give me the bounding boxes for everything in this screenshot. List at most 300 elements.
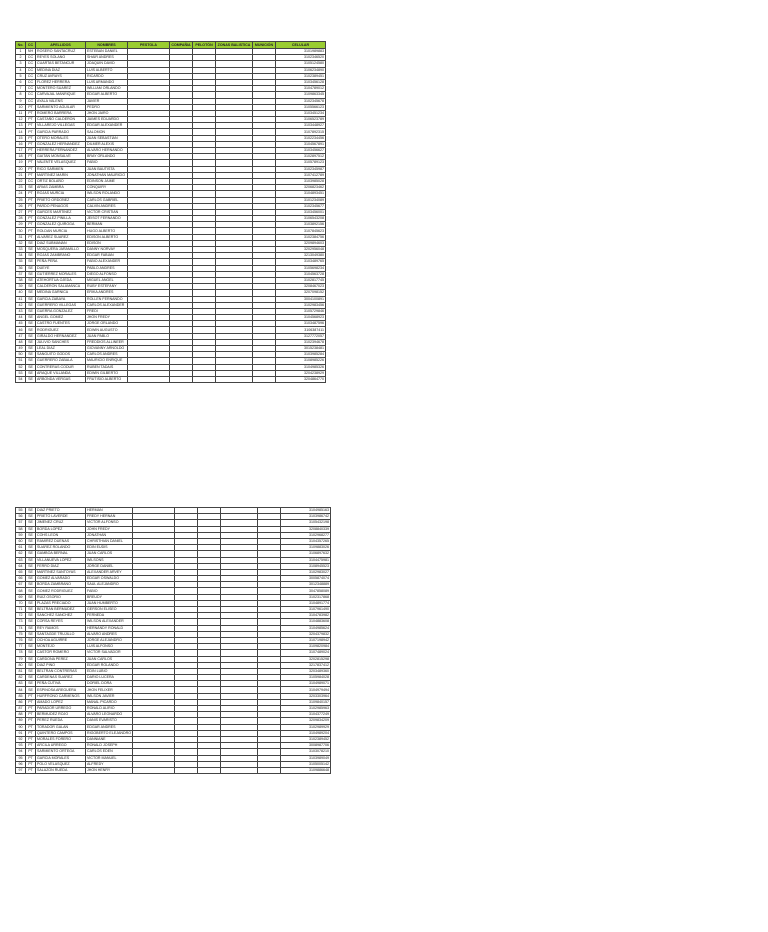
row-number: 4 (16, 67, 26, 73)
row-nombres: GIOVANNY ARNOLDO (86, 346, 128, 352)
row-celular: 3008987706 (281, 743, 331, 749)
row-apellidos: DIAZ PRIETO (36, 508, 86, 514)
row-celular: 3103078210 (281, 749, 331, 755)
row-apellidos: AMADO LOPEZ (36, 699, 86, 705)
row-apellidos: COHS LEON (36, 532, 86, 538)
row-celular: 3109886648 (281, 767, 331, 773)
row-nombres: ROLLEN FERNANDO (86, 296, 128, 302)
row-number: 9 (16, 98, 26, 104)
row-cc: SE (26, 284, 36, 290)
row-apellidos: OCHOA AGUIRRE (36, 637, 86, 643)
row-compania (175, 767, 198, 773)
row-cc: SE (26, 557, 36, 563)
row-municion (258, 767, 281, 773)
row-number: 78 (16, 650, 26, 656)
row-apellidos: POLO VELASQUEZ (36, 761, 86, 767)
row-compania (170, 376, 193, 382)
row-celular: 3107961490 (281, 607, 331, 613)
row-cc: SE (26, 656, 36, 662)
row-celular: 3103451234 (276, 110, 326, 116)
header-celular: CELULAR (276, 42, 326, 49)
row-number: 73 (16, 619, 26, 625)
table-row (16, 767, 331, 773)
row-cc: PT (26, 718, 36, 724)
row-apellidos: CASTRO FUENTES (36, 321, 86, 327)
row-cc: PT (26, 117, 36, 123)
row-apellidos: CARDENAS SUAREZ (36, 675, 86, 681)
row-nombres: EDGAR FABIAN (86, 253, 128, 259)
row-number: 58 (16, 526, 26, 532)
row-celular: 3103986742 (281, 514, 331, 520)
row-nombres: WILSON ROLANDO (86, 191, 128, 197)
row-municion (253, 376, 276, 382)
row-cc: SE (26, 315, 36, 321)
row-celular: 3102394678 (276, 339, 326, 345)
row-nombres: PEDRO (86, 104, 128, 110)
row-number: 21 (16, 172, 26, 178)
row-number: 52 (16, 364, 26, 370)
row-apellidos: CARDONA PEREZ (36, 656, 86, 662)
row-celular: 3109840157 (281, 699, 331, 705)
row-apellidos: CASTOR ROMERO (36, 650, 86, 656)
roster-table-1 (15, 41, 326, 383)
row-number: 38 (16, 277, 26, 283)
row-celular: 3207098152 (276, 290, 326, 296)
row-apellidos: GUERRERO ZABALA (36, 358, 86, 364)
row-celular: 3103985028 (276, 178, 326, 184)
row-nombres: JHON JAIRO (86, 110, 128, 116)
row-celular: 3012348889 (281, 582, 331, 588)
row-number: 24 (16, 191, 26, 197)
row-apellidos: GONZALEZ PINILLA (36, 216, 86, 222)
row-cc: SE (26, 321, 36, 327)
row-cc: PT (26, 110, 36, 116)
row-cc: PT (26, 228, 36, 234)
row-cc: SE (26, 526, 36, 532)
row-nombres: WILLIAM ORLANDO (86, 86, 128, 92)
row-cc: NH (26, 49, 36, 55)
row-apellidos: SUAREZ ROLANDO (36, 545, 86, 551)
row-number: 34 (16, 253, 26, 259)
row-number: 94 (16, 749, 26, 755)
row-cc: PT (26, 209, 36, 215)
row-nombres: RICARDO (86, 73, 128, 79)
row-cc: SE (26, 551, 36, 557)
row-cc: PT (26, 148, 36, 154)
row-celular: 3104567891 (276, 141, 326, 147)
row-apellidos: CASTAÑO CALDERON (36, 117, 86, 123)
row-nombres: FABIO ALEXANDER (86, 259, 128, 265)
row-number: 22 (16, 178, 26, 184)
row-nombres: CARLOS ALEXANDER (86, 302, 128, 308)
row-nombres: ALFREDY (86, 761, 133, 767)
row-apellidos: JULIVIO SANCHES (36, 339, 86, 345)
row-celular: 3105124580 (276, 61, 326, 67)
row-celular: 3208840339 (281, 526, 331, 532)
row-celular: 3104563728 (276, 271, 326, 277)
row-number: 19 (16, 160, 26, 166)
row-number: 10 (16, 104, 26, 110)
row-apellidos: CALDERON SALAMANCA (36, 284, 86, 290)
row-nombres: BRAY ORLANDO (86, 154, 128, 160)
row-number: 63 (16, 557, 26, 563)
row-apellidos: MEDINA DIAZ (36, 67, 86, 73)
row-cc: PT (26, 730, 36, 736)
row-cc: SE (26, 364, 36, 370)
row-nombres: EDIN EUDIS (86, 545, 133, 551)
row-celular: 3104989204 (281, 730, 331, 736)
row-cc: PT (26, 755, 36, 761)
row-apellidos: PARDO PENAGOS (36, 203, 86, 209)
row-apellidos: MEDINA GARNICA (36, 290, 86, 296)
row-apellidos: MONTEJO (36, 644, 86, 650)
row-nombres: JUAN PABLO (86, 333, 128, 339)
row-number: 59 (16, 532, 26, 538)
row-nombres: JOAQUIN DAVID (86, 61, 128, 67)
row-number: 96 (16, 761, 26, 767)
row-number: 79 (16, 656, 26, 662)
row-number: 68 (16, 588, 26, 594)
row-apellidos: DIAZ SUBMANAN (36, 240, 86, 246)
row-number: 70 (16, 600, 26, 606)
row-celular: 3005874074 (281, 576, 331, 582)
row-apellidos: BORDA LOPEZ (36, 526, 86, 532)
row-cc: CC (26, 61, 36, 67)
row-celular: 3104979494 (281, 687, 331, 693)
header-municion: MUNICIÓN (253, 42, 276, 49)
row-number: 83 (16, 681, 26, 687)
row-cc: SE (26, 240, 36, 246)
row-celular: 3047858089 (281, 588, 331, 594)
row-celular: 3101234089 (276, 197, 326, 203)
row-celular: 3102983456 (276, 302, 326, 308)
row-celular: 3105698234 (276, 265, 326, 271)
row-number: 18 (16, 154, 26, 160)
row-cc: SE (26, 277, 36, 283)
row-apellidos: VILLANUEVA LOPEZ (36, 557, 86, 563)
row-cc: SE (26, 569, 36, 575)
row-celular: 3105984028 (281, 675, 331, 681)
row-nombres: DILMER ALEXIS (86, 141, 128, 147)
row-cc: SE (26, 271, 36, 277)
row-number: 72 (16, 613, 26, 619)
row-celular: 3106523789 (276, 117, 326, 123)
row-nombres: JAVIER (86, 98, 128, 104)
row-number: 86 (16, 699, 26, 705)
row-number: 20 (16, 166, 26, 172)
row-celular: 3103456001 (276, 209, 326, 215)
row-apellidos: BERMUDEZ ROJO (36, 712, 86, 718)
row-apellidos: GIRALDO HERNANDEZ (36, 333, 86, 339)
row-celular: 3102317868 (281, 594, 331, 600)
header-row (16, 42, 326, 49)
row-number: 45 (16, 321, 26, 327)
row-apellidos: SANTAGDE TRUJILLO (36, 631, 86, 637)
row-celular: 3107892315 (276, 129, 326, 135)
row-apellidos: FLOREZ HERRERA (36, 79, 86, 85)
row-number: 93 (16, 743, 26, 749)
row-apellidos: RAMIREZ DUENAS (36, 538, 86, 544)
row-apellidos: GOMEZ RODRIGUEZ (36, 588, 86, 594)
row-apellidos: CORSA REYES (36, 619, 86, 625)
row-celular: 3106543208 (276, 216, 326, 222)
row-number: 92 (16, 736, 26, 742)
row-nombres: RUBEN TADAIS (86, 364, 128, 370)
row-apellidos: LEAL DIAZ (36, 346, 86, 352)
row-apellidos: CONTRERAS CODUR (36, 364, 86, 370)
row-number: 55 (16, 508, 26, 514)
row-nombres: GERSON ELISEO (86, 607, 133, 613)
row-nombres: MANAL PICARDO (86, 699, 133, 705)
row-celular: 3103456627 (276, 148, 326, 154)
row-celular: 3102897512 (276, 154, 326, 160)
row-celular: 3213049380 (276, 253, 326, 259)
row-nombres: DIEGO ALFONSO (86, 271, 128, 277)
row-nombres: JUAN HUMBERTO (86, 600, 133, 606)
row-cc: CC (26, 98, 36, 104)
row-nombres: SHAIR ANDRES (86, 55, 128, 61)
row-apellidos: ANGEL GOMEZ (36, 315, 86, 321)
row-celular: 3206823462 (276, 185, 326, 191)
row-nombres: DORIEL DORA (86, 681, 133, 687)
row-nombres: FRUTISIO ALBERTO (86, 376, 128, 382)
row-peloton (198, 767, 221, 773)
row-number: 30 (16, 228, 26, 234)
row-number: 95 (16, 755, 26, 761)
row-number: 16 (16, 141, 26, 147)
row-cc: PT (26, 699, 36, 705)
row-number: 23 (16, 185, 26, 191)
row-cc: SE (26, 339, 36, 345)
row-number: 69 (16, 594, 26, 600)
row-cc: SE (26, 370, 36, 376)
row-nombres: EDWIN GILBERTO (86, 370, 128, 376)
header-peloton: PELOTÓN (193, 42, 216, 49)
row-number: 3 (16, 61, 26, 67)
row-number: 76 (16, 637, 26, 643)
row-cc: SE (26, 619, 36, 625)
row-cc: SE (26, 588, 36, 594)
row-cc: PT (26, 761, 36, 767)
row-cc: SE (26, 600, 36, 606)
row-number: 13 (16, 123, 26, 129)
row-celular: 3102389451 (276, 73, 326, 79)
row-nombres: VICTOR MANUEL (86, 755, 133, 761)
row-cc: CC (26, 178, 36, 184)
row-nombres: RONALD JOSEPH (86, 743, 133, 749)
row-nombres: FABIO (86, 588, 133, 594)
row-celular: 3103487596 (276, 321, 326, 327)
row-nombres: SALOMON (86, 129, 128, 135)
row-nombres: EDGAR ANDRES (86, 724, 133, 730)
row-nombres: JORGE ALEJANDRO (86, 637, 133, 643)
row-celular: 3103489765 (276, 259, 326, 265)
row-celular: 3104985163 (281, 508, 331, 514)
row-celular: 3104789012 (276, 86, 326, 92)
row-celular: 3105432198 (281, 520, 331, 526)
row-zonas (216, 376, 253, 382)
row-cc: SE (26, 296, 36, 302)
row-celular: 3105566123 (276, 104, 326, 110)
row-apellidos: PRIETO ORDOÑEZ (36, 197, 86, 203)
row-nombres: CHRISTHIAN DANIEL (86, 538, 133, 544)
row-celular: 3102234456 (276, 135, 326, 141)
row-nombres: ALVARO HERNANDO (86, 148, 128, 154)
row-apellidos: QUINTERO CAMPOS (36, 730, 86, 736)
row-nombres: ALVARO ANDRES (86, 631, 133, 637)
row-cc: PT (26, 736, 36, 742)
row-number: 87 (16, 706, 26, 712)
row-nombres: VICTOR CRISTIAN (86, 209, 128, 215)
row-apellidos: ROMERO BARRERA (36, 110, 86, 116)
row-cc: SE (26, 668, 36, 674)
row-cc: SE (26, 265, 36, 271)
row-nombres: EDGAR ROLANDO (86, 662, 133, 668)
row-apellidos: SARMIENTO AGUILAR (36, 104, 86, 110)
header-apellidos: APELLIDOS (36, 42, 86, 49)
row-apellidos: FERRO DIAZ (36, 563, 86, 569)
row-celular: 3204238929 (276, 370, 326, 376)
row-number: 67 (16, 582, 26, 588)
row-nombres: DANNIANE (86, 736, 133, 742)
row-cc: CC (26, 92, 36, 98)
row-apellidos: MARTINEZ MARIN (36, 172, 86, 178)
row-apellidos: VALENTE VELASQUEZ (36, 160, 86, 166)
row-cc: PT (26, 712, 36, 718)
row-cc: SE (26, 333, 36, 339)
row-apellidos: ROJAS MURCIA (36, 191, 86, 197)
row-cc: SE (26, 253, 36, 259)
row-cc: SE (26, 538, 36, 544)
row-nombres: JOHN FREDY (86, 526, 133, 532)
row-celular: 3102989929 (281, 724, 331, 730)
row-number: 49 (16, 346, 26, 352)
header-nombres: NOMBRES (86, 42, 128, 49)
row-number: 66 (16, 576, 26, 582)
row-nombres: DARIO LUCERA (86, 675, 133, 681)
row-cc: SE (26, 352, 36, 358)
row-celular: 3102985963 (281, 706, 331, 712)
row-apellidos: GARCIA MORALES (36, 755, 86, 761)
row-celular: 3217837412 (281, 662, 331, 668)
row-nombres: JHON HENRY (86, 767, 133, 773)
row-number: 8 (16, 92, 26, 98)
row-number: 71 (16, 607, 26, 613)
row-apellidos: REY RAMOS (36, 625, 86, 631)
row-number: 11 (16, 110, 26, 116)
row-cc: SE (26, 545, 36, 551)
row-celular: 3102346520 (276, 55, 326, 61)
row-number: 64 (16, 563, 26, 569)
row-cc: PT (26, 693, 36, 699)
row-nombres: EDISON ALBERTO (86, 234, 128, 240)
row-celular: 3106897632 (281, 551, 331, 557)
row-nombres: HERMAN (86, 508, 133, 514)
row-number: 40 (16, 290, 26, 296)
row-cc: SE (26, 327, 36, 333)
row-apellidos: ALVAREZ SUAREZ (36, 234, 86, 240)
row-number: 27 (16, 209, 26, 215)
row-celular: 3104883608 (281, 619, 331, 625)
row-celular: 3101989883 (276, 49, 326, 55)
row-nombres: JHON FELIXER (86, 687, 133, 693)
row-cc: SE (26, 594, 36, 600)
row-nombres: ALEXANDER ARVEY (86, 569, 133, 575)
row-number: 48 (16, 339, 26, 345)
row-apellidos: SANGUITO GODOS (36, 352, 86, 358)
row-apellidos: HERRERA FERNANDEZ (36, 148, 86, 154)
row-number: 42 (16, 302, 26, 308)
row-celular: 3102345987 (276, 166, 326, 172)
row-number: 85 (16, 693, 26, 699)
row-apellidos: MONTERO SUAREZ (36, 86, 86, 92)
row-number: 5 (16, 73, 26, 79)
row-number: 7 (16, 86, 26, 92)
row-nombres: ESTEBAN DANIEL (86, 49, 128, 55)
row-cc: PT (26, 216, 36, 222)
row-nombres: MAURICIO ENRIQUE (86, 358, 128, 364)
row-apellidos: ARAQUE VILLANDA (36, 370, 86, 376)
row-peloton (193, 376, 216, 382)
row-cc: SE (26, 613, 36, 619)
row-cc: PT (26, 222, 36, 228)
row-celular: 3104357265 (281, 538, 331, 544)
row-number: 31 (16, 234, 26, 240)
row-number: 44 (16, 315, 26, 321)
row-cc: PT (26, 160, 36, 166)
row-nombres: JORGE ORLANDO (86, 321, 128, 327)
row-number: 25 (16, 197, 26, 203)
row-cc: PT (26, 724, 36, 730)
row-cc: SE (26, 563, 36, 569)
row-apellidos: RICO SARMIEN (36, 166, 86, 172)
row-nombres: LUIS ALBERTO (86, 67, 128, 73)
row-cc: PT (26, 743, 36, 749)
row-celular: 3108945523 (281, 563, 331, 569)
row-apellidos: MARTINEZ SANTOYAS (36, 569, 86, 575)
row-number: 43 (16, 308, 26, 314)
row-celular: 3109820984 (281, 644, 331, 650)
row-apellidos: GARCES MARTINEZ (36, 209, 86, 215)
row-cc: SE (26, 514, 36, 520)
row-nombres: EDGAR ALBERTO (86, 92, 128, 98)
row-number: 61 (16, 545, 26, 551)
row-cc: PT (26, 191, 36, 197)
row-apellidos: REYES SOLANO (36, 55, 86, 61)
row-nombres: MIGUEL ANGEL (86, 277, 128, 283)
row-pestola (133, 767, 175, 773)
row-apellidos: BORDA ZAMBRANO (36, 582, 86, 588)
row-number: 51 (16, 358, 26, 364)
row-nombres: JUAN SEBASTIAN (86, 135, 128, 141)
row-nombres: SAUL ALEJANDRO (86, 582, 133, 588)
row-cc: SE (26, 247, 36, 253)
row-apellidos: ATEHORTUA OJEDA (36, 277, 86, 283)
row-apellidos: CARVAJAL MANRIQUE (36, 92, 86, 98)
row-celular: 3015238481 (276, 346, 326, 352)
header-zonas: ZONAS BALISTICA (216, 42, 253, 49)
row-number: 56 (16, 514, 26, 520)
row-nombres: WILSON JAVIER (86, 693, 133, 699)
row-cc: PT (26, 129, 36, 135)
row-celular: 3107198942 (281, 637, 331, 643)
row-nombres: EDWIN AUGUSTO (86, 327, 128, 333)
row-nombres: FABIO (86, 160, 128, 166)
row-number: 60 (16, 538, 26, 544)
row-celular: 3104893451 (276, 191, 326, 197)
row-cc: CC (26, 79, 36, 85)
row-cc: CC (26, 73, 36, 79)
